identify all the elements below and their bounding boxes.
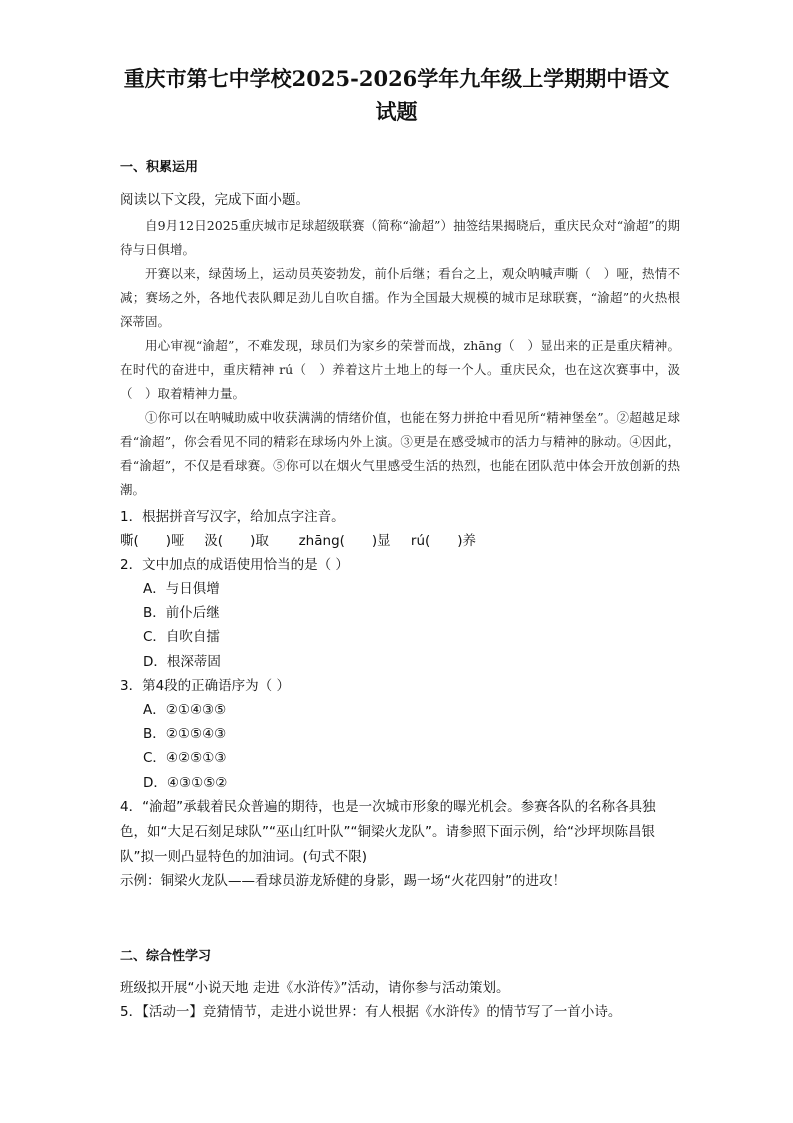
q1-item: 汲( )取	[204, 533, 269, 549]
q1-item: zhāng( )显	[298, 533, 391, 549]
q2-option-a: A．与日俱增	[143, 581, 220, 597]
passage-paragraph-3: 用心审视“渝超”，不难发现，球员们为家乡的荣誉而战，zhāng（ ）显出来的正是重庆精神。在时代的奋进中，重庆精神 rú（ ）养着这片土地上的每一个人。重庆民众，也在这次赛事中，汲（ ）取着精神力量。	[120, 338, 680, 401]
passage-paragraph-4: ①你可以在呐喊助威中收获满满的情绪价值，也能在努力拼抢中看见所“精神堡垒”。②超越足球看“渝超”，你会看见不同的精彩在球场内外上演。③更是在感受城市的活力与精神的脉动。④因此，看“渝超”，不仅是看球赛。⑤你可以在烟火气里感受生活的热烈，也能在团队范中体会开放创新的热潮。	[120, 410, 680, 497]
question-3-label: 3．第4段的正确语序为（ ）	[120, 678, 290, 694]
q3-option-a: A．②①④③⑤	[143, 702, 227, 718]
section-2-intro: 班级拟开展“小说天地 走进《水浒传》”活动，请你参与活动策划。	[120, 980, 510, 996]
section-heading-2: 二、综合性学习	[120, 949, 212, 964]
q1-item: rú( )养	[410, 533, 477, 549]
q3-option-d: D．④③①⑤②	[143, 775, 228, 791]
question-4-text: 4．“渝超”承载着民众普遍的期待，也是一次城市形象的曝光机会。参赛各队的名称各具独色，如“大足石刻足球队”“巫山红叶队”“铜梁火龙队”。请参照下面示例，给“沙坪坝陈昌银队”拟一则凸显特色的加油词。(句式不限)	[120, 799, 656, 865]
page-title-continued: 试题	[375, 99, 418, 124]
question-5-text: 5．【活动一】竞猜情节，走进小说世界：有人根据《水浒传》的情节写了一首小诗。	[120, 1004, 622, 1020]
q3-option-b: B．②①⑤④③	[143, 726, 227, 742]
question-2-label: 2．文中加点的成语使用恰当的是（ ）	[120, 557, 349, 573]
question-1-items	[120, 532, 491, 550]
q2-option-c: C．自吹自擂	[143, 629, 220, 645]
page-title: 重庆市第七中学校2025-2026学年九年级上学期期中语文	[123, 66, 670, 91]
question-4-example: 示例：铜梁火龙队——看球员游龙矫健的身影，踢一场“火花四射”的进攻！	[120, 873, 566, 889]
q2-option-b: B．前仆后继	[143, 605, 220, 621]
q1-item: 嘶( )哑	[120, 533, 185, 549]
passage-paragraph-1: 自9月12日2025重庆城市足球超级联赛（简称“渝超”）抽签结果揭晓后，重庆民众对“渝超”的期待与日俱增。	[120, 218, 680, 257]
section-heading-1: 一、积累运用	[120, 160, 199, 175]
passage-paragraph-2: 开赛以来，绿茵场上，运动员英姿勃发，前仆后继；看台之上，观众呐喊声嘶（ ）哑，热情不减；赛场之外，各地代表队卿足劲儿自吹自擂。作为全国最大规模的城市足球联赛，“渝超”的火热根深蒂固。	[120, 266, 680, 329]
instruction-text: 阅读以下文段，完成下面小题。	[120, 192, 309, 208]
q3-option-c: C．④②⑤①③	[143, 750, 227, 766]
q2-option-d: D．根深蒂固	[143, 654, 221, 670]
question-1-label: 1．根据拼音写汉字，给加点字注音。	[120, 509, 345, 525]
